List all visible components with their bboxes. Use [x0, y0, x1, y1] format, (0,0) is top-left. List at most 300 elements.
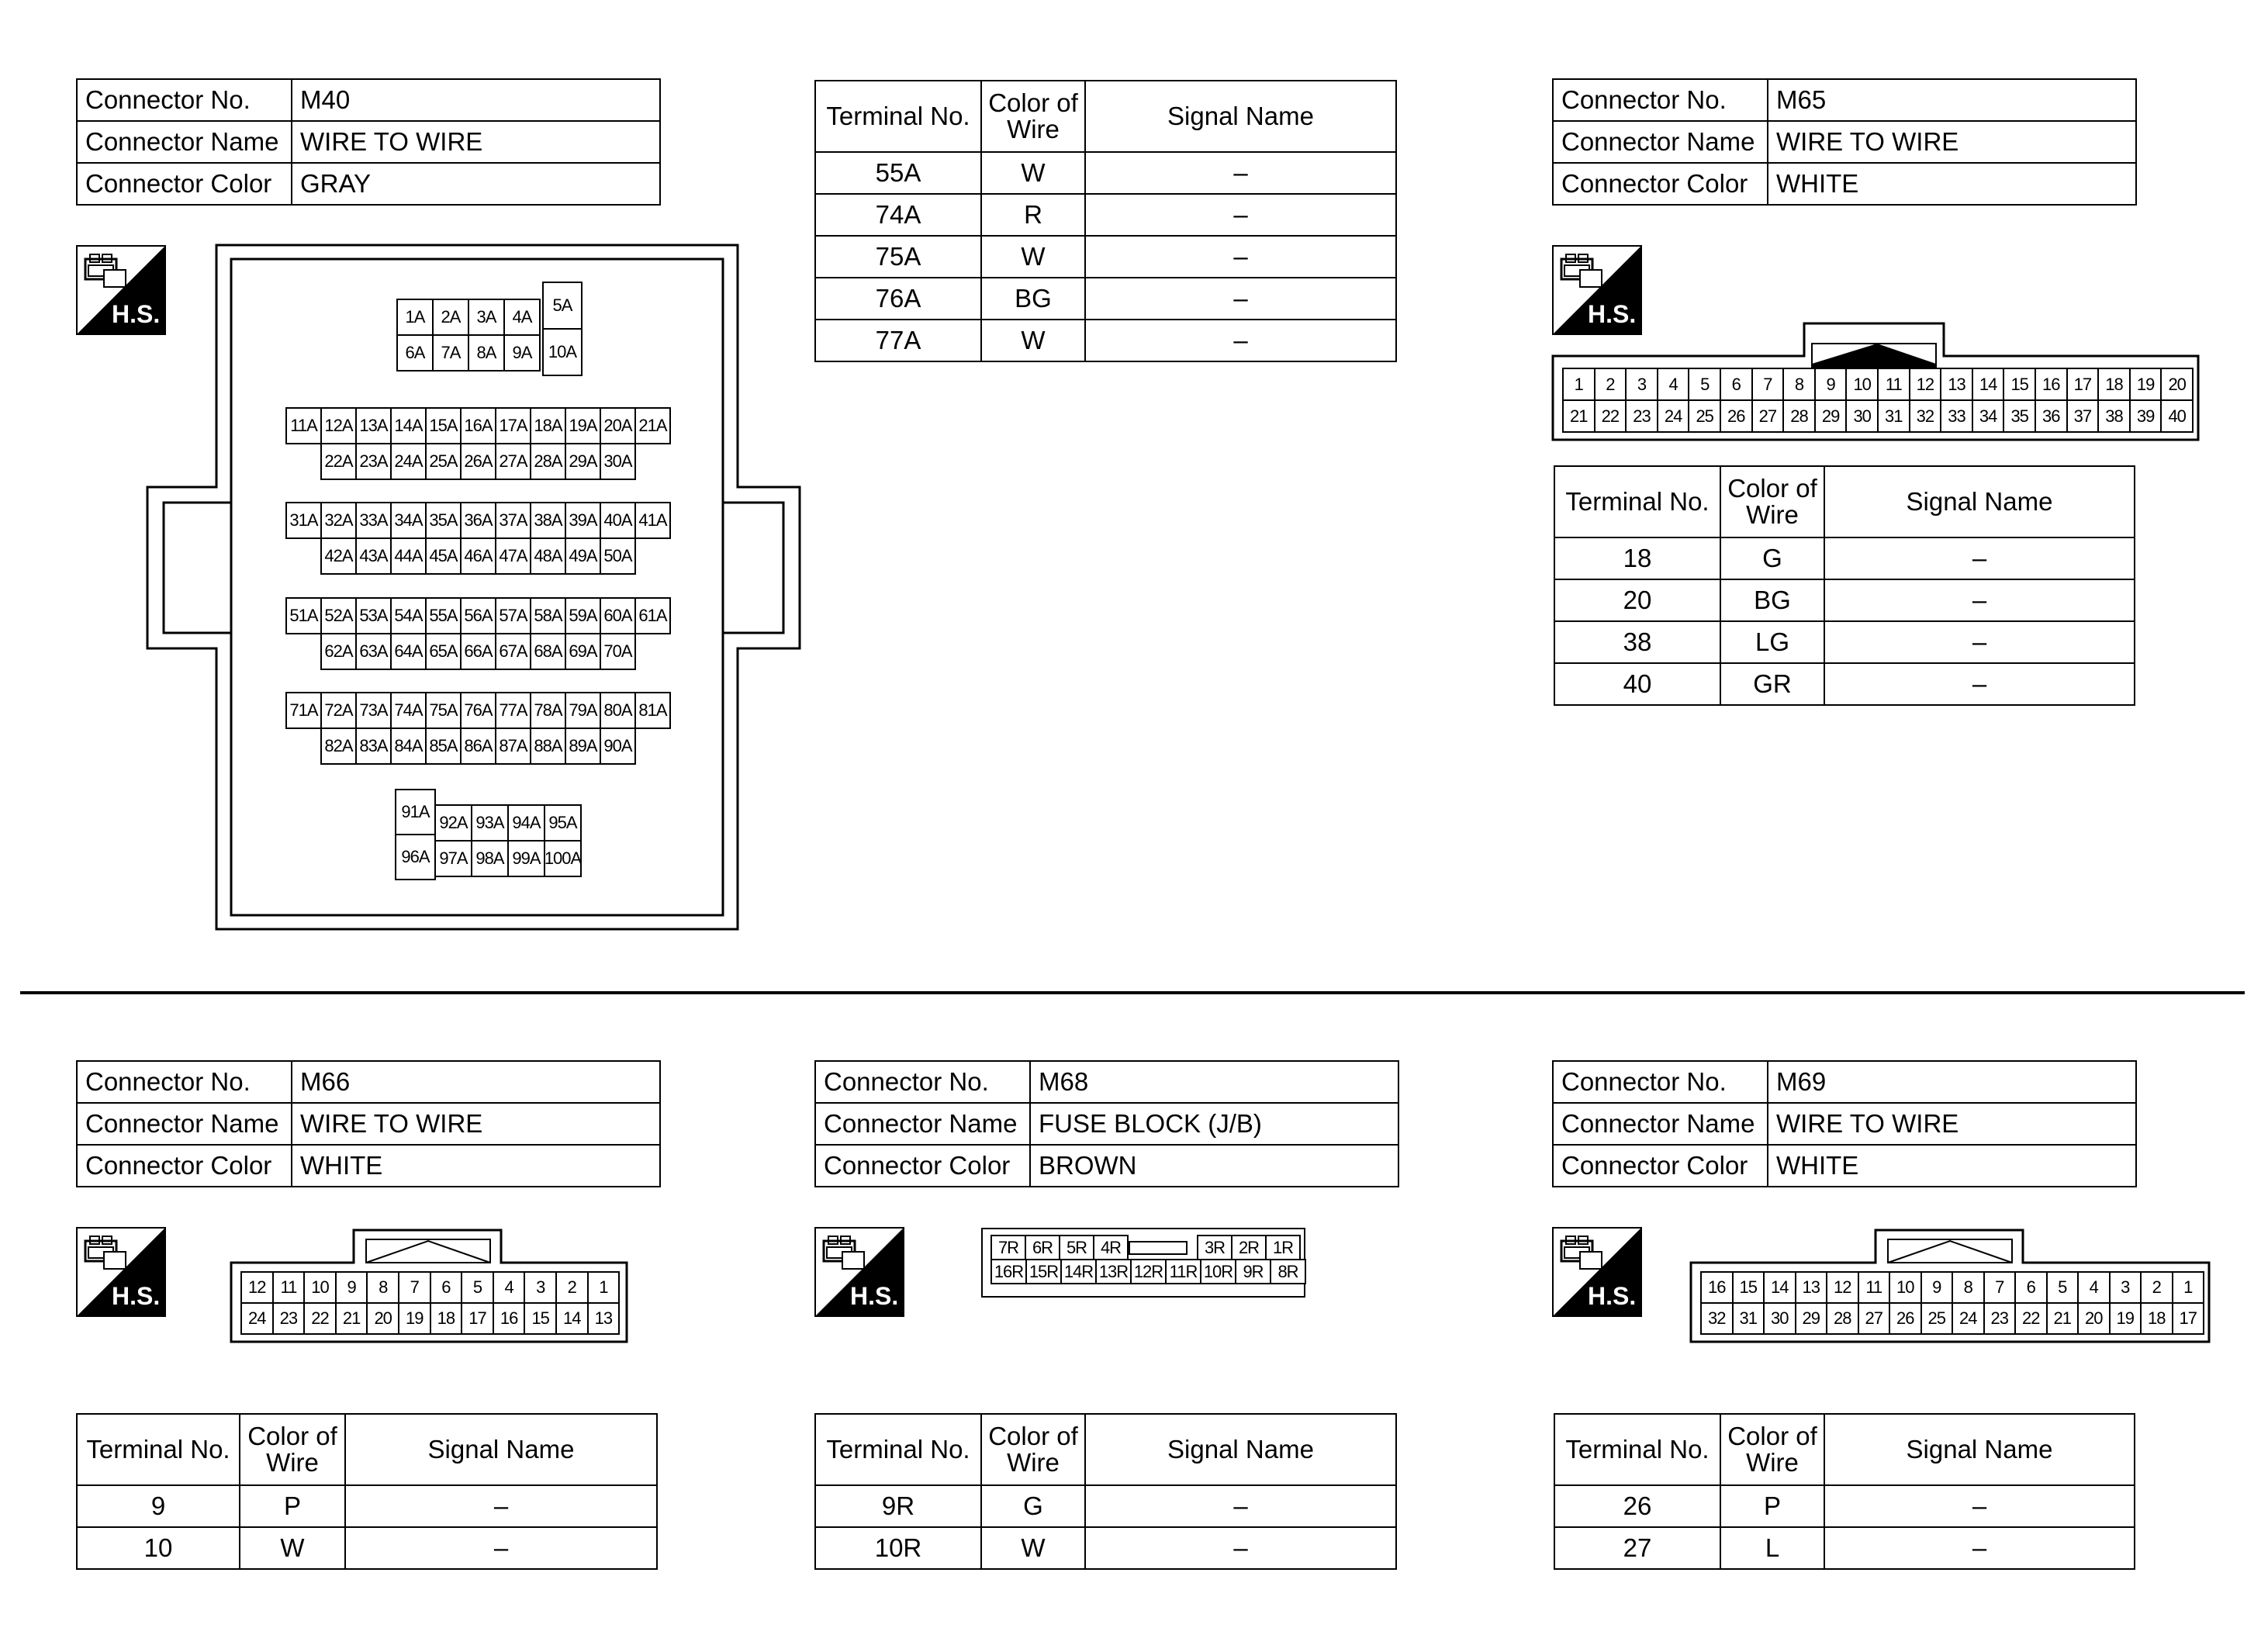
- terminal-cell: 21: [335, 1302, 368, 1335]
- terminal-cell: 4A: [503, 299, 541, 336]
- terminal-cell: 99A: [507, 840, 545, 877]
- terminal-cell: 9A: [503, 334, 541, 372]
- terminal-cell: 23: [272, 1302, 306, 1335]
- terminal-cell: 53A: [355, 597, 392, 634]
- terminal-cell: 56A: [460, 597, 496, 634]
- harness-side-badge: [76, 1227, 166, 1317]
- terminal-cell: 6: [1720, 368, 1753, 401]
- terminal-no-cell: 9R: [815, 1485, 981, 1527]
- m40-no: M40: [292, 79, 660, 121]
- signal-name-cell: –: [1085, 194, 1396, 236]
- harness-side-badge: [814, 1227, 904, 1317]
- terminal-cell: 6R: [1025, 1235, 1060, 1260]
- terminal-cell: 8: [366, 1271, 399, 1304]
- terminal-cell: 68A: [530, 633, 566, 670]
- terminal-no-cell: 77A: [815, 320, 981, 361]
- terminal-cell: 7A: [432, 334, 469, 372]
- terminal-cell: 32: [1909, 399, 1942, 433]
- label: Connector Color: [77, 1145, 292, 1187]
- terminal-no-header: Terminal No.: [815, 81, 981, 152]
- terminal-cell: 5: [2046, 1271, 2079, 1304]
- terminal-cell: 18A: [530, 407, 566, 444]
- terminal-cell: 54A: [390, 597, 427, 634]
- terminal-cell: 90A: [600, 728, 636, 765]
- signal-name-cell: –: [1085, 1527, 1396, 1569]
- table-row: [815, 278, 1396, 320]
- table-row: [1554, 621, 2135, 663]
- terminal-cell: 43A: [355, 537, 392, 575]
- connector-icon: [1554, 1229, 1640, 1315]
- terminal-cell: 33: [1940, 399, 1973, 433]
- terminal-cell: 6A: [396, 334, 434, 372]
- terminal-cell: 47A: [495, 537, 531, 575]
- terminal-cell: 61A: [634, 597, 671, 634]
- terminal-cell: 2R: [1231, 1235, 1267, 1260]
- wire-color-cell: W: [981, 320, 1085, 361]
- terminal-no-cell: 55A: [815, 152, 981, 194]
- terminal-cell: 22: [2014, 1302, 2048, 1335]
- section-divider: [20, 991, 2245, 994]
- svg-text:H.S.: H.S.: [112, 1282, 161, 1310]
- terminal-cell: 7: [1983, 1271, 2017, 1304]
- terminal-cell: 83A: [355, 728, 392, 765]
- signal-name-cell: –: [345, 1485, 657, 1527]
- m68-fuse-slot: [1129, 1241, 1188, 1255]
- terminal-cell: 81A: [634, 692, 671, 729]
- terminal-cell: 40: [2160, 399, 2194, 433]
- wire-color-cell: W: [981, 152, 1085, 194]
- terminal-cell: 4: [1657, 368, 1690, 401]
- terminal-cell: 12: [1826, 1271, 1859, 1304]
- terminal-cell: 16: [493, 1302, 526, 1335]
- label: Connector No.: [815, 1061, 1030, 1103]
- terminal-cell: 23: [1625, 399, 1658, 433]
- svg-text:H.S.: H.S.: [1588, 300, 1637, 328]
- signal-name-cell: –: [1085, 278, 1396, 320]
- terminal-cell: 25: [1688, 399, 1721, 433]
- terminal-cell: 26: [1720, 399, 1753, 433]
- table-row: [77, 1527, 657, 1569]
- terminal-cell: 39: [2129, 399, 2162, 433]
- terminal-cell: 16: [2035, 368, 2068, 401]
- terminal-cell: 23A: [355, 443, 392, 480]
- signal-name-cell: –: [1824, 1527, 2135, 1569]
- label: Connector Color: [1553, 163, 1768, 205]
- terminal-cell: 89A: [565, 728, 601, 765]
- terminal-no-cell: 26: [1554, 1485, 1720, 1527]
- terminal-cell: 8A: [468, 334, 505, 372]
- terminal-cell: 49A: [565, 537, 601, 575]
- terminal-cell: 27: [1751, 399, 1785, 433]
- terminal-cell: 14A: [390, 407, 427, 444]
- terminal-cell: 17: [2172, 1302, 2205, 1335]
- wire-color-cell: L: [1720, 1527, 1824, 1569]
- connector-icon: [1554, 247, 1640, 334]
- terminal-cell: 63A: [355, 633, 392, 670]
- terminal-cell: 51A: [285, 597, 322, 634]
- terminal-cell: 15: [524, 1302, 557, 1335]
- terminal-cell: 2: [1594, 368, 1627, 401]
- terminal-cell: 18: [2097, 368, 2131, 401]
- terminal-cell: 12: [1909, 368, 1942, 401]
- terminal-cell: 8: [1952, 1271, 1985, 1304]
- signal-name-cell: –: [1824, 621, 2135, 663]
- terminal-cell: 4: [493, 1271, 526, 1304]
- terminal-no-cell: 76A: [815, 278, 981, 320]
- label: Connector Name: [1553, 121, 1768, 163]
- terminal-cell: 3: [2109, 1271, 2142, 1304]
- terminal-cell: 5R: [1059, 1235, 1094, 1260]
- m69-color: WHITE: [1768, 1145, 2136, 1187]
- terminal-cell: 28A: [530, 443, 566, 480]
- label: Connector No.: [77, 79, 292, 121]
- m40-name: WIRE TO WIRE: [292, 121, 660, 163]
- m69-no: M69: [1768, 1061, 2136, 1103]
- terminal-no-cell: 10: [77, 1527, 240, 1569]
- terminal-cell: 38A: [530, 502, 566, 539]
- signal-name-cell: –: [1085, 236, 1396, 278]
- terminal-cell: 1: [587, 1271, 621, 1304]
- terminal-cell: 22: [1594, 399, 1627, 433]
- terminal-cell: 72A: [320, 692, 357, 729]
- terminal-cell: 12R: [1130, 1259, 1167, 1284]
- terminal-cell: 40A: [600, 502, 636, 539]
- wire-color-cell: GR: [1720, 663, 1824, 705]
- terminal-cell: 11: [1858, 1271, 1891, 1304]
- terminal-no-header: Terminal No.: [815, 1414, 981, 1485]
- terminal-cell: 21: [2046, 1302, 2079, 1335]
- terminal-cell: 15: [2003, 368, 2036, 401]
- signal-name-cell: –: [1085, 320, 1396, 361]
- terminal-cell: 20: [2077, 1302, 2111, 1335]
- terminal-cell: 23: [1983, 1302, 2017, 1335]
- terminal-cell: 18: [430, 1302, 463, 1335]
- terminal-cell: 15R: [1025, 1259, 1062, 1284]
- terminal-cell: 73A: [355, 692, 392, 729]
- terminal-cell: 10R: [1200, 1259, 1236, 1284]
- terminal-cell: 15: [1732, 1271, 1765, 1304]
- m68-color: BROWN: [1030, 1145, 1398, 1187]
- terminal-cell: 58A: [530, 597, 566, 634]
- m69-name: WIRE TO WIRE: [1768, 1103, 2136, 1145]
- color-of-wire-header: Color of Wire: [981, 81, 1085, 152]
- wire-color-cell: P: [1720, 1485, 1824, 1527]
- terminal-cell: 3: [1625, 368, 1658, 401]
- m65-terminal-table: [1554, 465, 2135, 706]
- terminal-cell: 32A: [320, 502, 357, 539]
- terminal-cell: 6: [2014, 1271, 2048, 1304]
- signal-name-cell: –: [345, 1527, 657, 1569]
- table-row: [815, 1527, 1396, 1569]
- terminal-cell: 35A: [425, 502, 462, 539]
- terminal-cell: 52A: [320, 597, 357, 634]
- terminal-cell: 67A: [495, 633, 531, 670]
- terminal-cell: 22: [303, 1302, 337, 1335]
- terminal-cell: 10: [1889, 1271, 1922, 1304]
- terminal-cell: 69A: [565, 633, 601, 670]
- terminal-cell: 92A: [434, 804, 472, 842]
- table-row: [1554, 663, 2135, 705]
- m40-info-table: [76, 78, 661, 206]
- wire-color-cell: W: [981, 236, 1085, 278]
- terminal-cell: 31A: [285, 502, 322, 539]
- table-row: [815, 320, 1396, 361]
- m65-color: WHITE: [1768, 163, 2136, 205]
- m68-no: M68: [1030, 1061, 1398, 1103]
- terminal-cell: 2: [2140, 1271, 2173, 1304]
- terminal-no-cell: 18: [1554, 537, 1720, 579]
- terminal-cell: 4R: [1093, 1235, 1129, 1260]
- terminal-cell: 28: [1782, 399, 1816, 433]
- terminal-cell: 3R: [1197, 1235, 1232, 1260]
- table-row: [815, 152, 1396, 194]
- svg-text:H.S.: H.S.: [112, 300, 161, 328]
- m65-info-table: [1552, 78, 2137, 206]
- terminal-cell: 13R: [1095, 1259, 1132, 1284]
- terminal-cell: 27: [1858, 1302, 1891, 1335]
- signal-name-cell: –: [1085, 152, 1396, 194]
- signal-name-cell: –: [1824, 537, 2135, 579]
- terminal-cell: 14: [1972, 368, 2005, 401]
- terminal-cell: 48A: [530, 537, 566, 575]
- signal-name-header: Signal Name: [1824, 466, 2135, 537]
- table-row: [815, 194, 1396, 236]
- terminal-cell: 6: [430, 1271, 463, 1304]
- label: Connector No.: [77, 1061, 292, 1103]
- terminal-cell: 86A: [460, 728, 496, 765]
- terminal-cell: 14: [555, 1302, 589, 1335]
- terminal-cell: 9R: [1235, 1259, 1271, 1284]
- terminal-cell: 96A: [395, 834, 436, 880]
- terminal-no-header: Terminal No.: [1554, 1414, 1720, 1485]
- table-row: [1554, 537, 2135, 579]
- m69-info-table: [1552, 1060, 2137, 1187]
- terminal-cell: 2: [555, 1271, 589, 1304]
- terminal-cell: 11A: [285, 407, 322, 444]
- terminal-cell: 8R: [1270, 1259, 1306, 1284]
- terminal-cell: 7: [398, 1271, 431, 1304]
- terminal-cell: 5: [461, 1271, 494, 1304]
- terminal-cell: 5: [1688, 368, 1721, 401]
- terminal-no-header: Terminal No.: [77, 1414, 240, 1485]
- terminal-cell: 1R: [1265, 1235, 1301, 1260]
- terminal-cell: 94A: [507, 804, 545, 842]
- terminal-cell: 13: [1940, 368, 1973, 401]
- terminal-cell: 80A: [600, 692, 636, 729]
- terminal-cell: 79A: [565, 692, 601, 729]
- terminal-cell: 41A: [634, 502, 671, 539]
- terminal-cell: 42A: [320, 537, 357, 575]
- terminal-cell: 19: [398, 1302, 431, 1335]
- terminal-cell: 11: [272, 1271, 306, 1304]
- terminal-cell: 34A: [390, 502, 427, 539]
- terminal-cell: 31: [1877, 399, 1910, 433]
- terminal-cell: 16: [1700, 1271, 1734, 1304]
- terminal-cell: 37A: [495, 502, 531, 539]
- terminal-cell: 100A: [544, 840, 582, 877]
- terminal-cell: 24: [1952, 1302, 1985, 1335]
- color-of-wire-header: Color of Wire: [981, 1414, 1085, 1485]
- m66-terminal-table: [76, 1413, 658, 1570]
- terminal-cell: 11: [1877, 368, 1910, 401]
- m66-no: M66: [292, 1061, 660, 1103]
- terminal-cell: 77A: [495, 692, 531, 729]
- svg-text:H.S.: H.S.: [1588, 1282, 1637, 1310]
- terminal-cell: 35: [2003, 399, 2036, 433]
- terminal-cell: 25: [1920, 1302, 1954, 1335]
- terminal-cell: 84A: [390, 728, 427, 765]
- label: Connector Name: [815, 1103, 1030, 1145]
- terminal-cell: 57A: [495, 597, 531, 634]
- terminal-cell: 24A: [390, 443, 427, 480]
- terminal-cell: 29: [1814, 399, 1848, 433]
- terminal-cell: 29A: [565, 443, 601, 480]
- terminal-cell: 36: [2035, 399, 2068, 433]
- terminal-cell: 98A: [471, 840, 509, 877]
- terminal-cell: 5A: [542, 282, 583, 330]
- terminal-cell: 44A: [390, 537, 427, 575]
- terminal-cell: 1A: [396, 299, 434, 336]
- terminal-cell: 87A: [495, 728, 531, 765]
- svg-text:H.S.: H.S.: [850, 1282, 899, 1310]
- m40-color: GRAY: [292, 163, 660, 205]
- signal-name-header: Signal Name: [1085, 81, 1396, 152]
- signal-name-cell: –: [1085, 1485, 1396, 1527]
- terminal-cell: 13: [587, 1302, 621, 1335]
- m68-name: FUSE BLOCK (J/B): [1030, 1103, 1398, 1145]
- color-of-wire-header: Color of Wire: [1720, 1414, 1824, 1485]
- terminal-no-header: Terminal No.: [1554, 466, 1720, 537]
- terminal-cell: 45A: [425, 537, 462, 575]
- terminal-cell: 20: [366, 1302, 399, 1335]
- terminal-cell: 95A: [544, 804, 582, 842]
- terminal-cell: 10: [1845, 368, 1879, 401]
- terminal-no-cell: 74A: [815, 194, 981, 236]
- terminal-cell: 31: [1732, 1302, 1765, 1335]
- terminal-cell: 19: [2129, 368, 2162, 401]
- terminal-cell: 19A: [565, 407, 601, 444]
- terminal-cell: 33A: [355, 502, 392, 539]
- terminal-cell: 65A: [425, 633, 462, 670]
- signal-name-header: Signal Name: [345, 1414, 657, 1485]
- m68-info-table: [814, 1060, 1399, 1187]
- terminal-cell: 88A: [530, 728, 566, 765]
- terminal-cell: 64A: [390, 633, 427, 670]
- terminal-cell: 78A: [530, 692, 566, 729]
- wire-color-cell: W: [240, 1527, 345, 1569]
- terminal-cell: 13A: [355, 407, 392, 444]
- terminal-cell: 10: [303, 1271, 337, 1304]
- terminal-cell: 12: [240, 1271, 274, 1304]
- terminal-cell: 20A: [600, 407, 636, 444]
- m69-terminal-table: [1554, 1413, 2135, 1570]
- terminal-cell: 39A: [565, 502, 601, 539]
- terminal-cell: 37: [2066, 399, 2100, 433]
- terminal-cell: 82A: [320, 728, 357, 765]
- wire-color-cell: G: [981, 1485, 1085, 1527]
- terminal-no-cell: 40: [1554, 663, 1720, 705]
- connector-icon: [816, 1229, 903, 1315]
- table-row: [1554, 1485, 2135, 1527]
- terminal-cell: 18: [2140, 1302, 2173, 1335]
- terminal-cell: 34: [1972, 399, 2005, 433]
- m65-name: WIRE TO WIRE: [1768, 121, 2136, 163]
- m68-terminal-table: [814, 1413, 1397, 1570]
- terminal-cell: 7R: [990, 1235, 1026, 1260]
- terminal-cell: 9: [1814, 368, 1848, 401]
- terminal-cell: 30A: [600, 443, 636, 480]
- terminal-no-cell: 20: [1554, 579, 1720, 621]
- terminal-cell: 75A: [425, 692, 462, 729]
- terminal-cell: 4: [2077, 1271, 2111, 1304]
- terminal-cell: 14R: [1060, 1259, 1097, 1284]
- m66-info-table: [76, 1060, 661, 1187]
- terminal-cell: 70A: [600, 633, 636, 670]
- terminal-cell: 15A: [425, 407, 462, 444]
- m65-no: M65: [1768, 79, 2136, 121]
- terminal-cell: 3: [524, 1271, 557, 1304]
- signal-name-cell: –: [1824, 1485, 2135, 1527]
- terminal-cell: 30: [1845, 399, 1879, 433]
- terminal-cell: 22A: [320, 443, 357, 480]
- terminal-cell: 32: [1700, 1302, 1734, 1335]
- terminal-cell: 36A: [460, 502, 496, 539]
- label: Connector Name: [77, 1103, 292, 1145]
- terminal-cell: 21: [1562, 399, 1595, 433]
- terminal-cell: 30: [1763, 1302, 1796, 1335]
- color-of-wire-header: Color of Wire: [1720, 466, 1824, 537]
- terminal-cell: 85A: [425, 728, 462, 765]
- terminal-cell: 10A: [542, 328, 583, 376]
- terminal-cell: 3A: [468, 299, 505, 336]
- terminal-cell: 28: [1826, 1302, 1859, 1335]
- terminal-cell: 20: [2160, 368, 2194, 401]
- terminal-cell: 38: [2097, 399, 2131, 433]
- label: Connector Name: [1553, 1103, 1768, 1145]
- m40-terminal-table: [814, 80, 1397, 362]
- terminal-cell: 60A: [600, 597, 636, 634]
- table-row: [815, 1485, 1396, 1527]
- terminal-cell: 29: [1795, 1302, 1828, 1335]
- terminal-cell: 59A: [565, 597, 601, 634]
- label: Connector Color: [815, 1145, 1030, 1187]
- color-of-wire-header: Color of Wire: [240, 1414, 345, 1485]
- table-row: [77, 1485, 657, 1527]
- terminal-cell: 76A: [460, 692, 496, 729]
- terminal-cell: 46A: [460, 537, 496, 575]
- table-row: [1554, 579, 2135, 621]
- terminal-cell: 7: [1751, 368, 1785, 401]
- terminal-no-cell: 38: [1554, 621, 1720, 663]
- terminal-cell: 12A: [320, 407, 357, 444]
- wire-color-cell: W: [981, 1527, 1085, 1569]
- terminal-no-cell: 9: [77, 1485, 240, 1527]
- terminal-cell: 24: [240, 1302, 274, 1335]
- signal-name-header: Signal Name: [1085, 1414, 1396, 1485]
- label: Connector No.: [1553, 79, 1768, 121]
- signal-name-header: Signal Name: [1824, 1414, 2135, 1485]
- m66-color: WHITE: [292, 1145, 660, 1187]
- terminal-cell: 16A: [460, 407, 496, 444]
- label: Connector Name: [77, 121, 292, 163]
- table-row: [1554, 1527, 2135, 1569]
- terminal-cell: 21A: [634, 407, 671, 444]
- terminal-cell: 24: [1657, 399, 1690, 433]
- terminal-cell: 55A: [425, 597, 462, 634]
- terminal-cell: 66A: [460, 633, 496, 670]
- wire-color-cell: LG: [1720, 621, 1824, 663]
- terminal-cell: 71A: [285, 692, 322, 729]
